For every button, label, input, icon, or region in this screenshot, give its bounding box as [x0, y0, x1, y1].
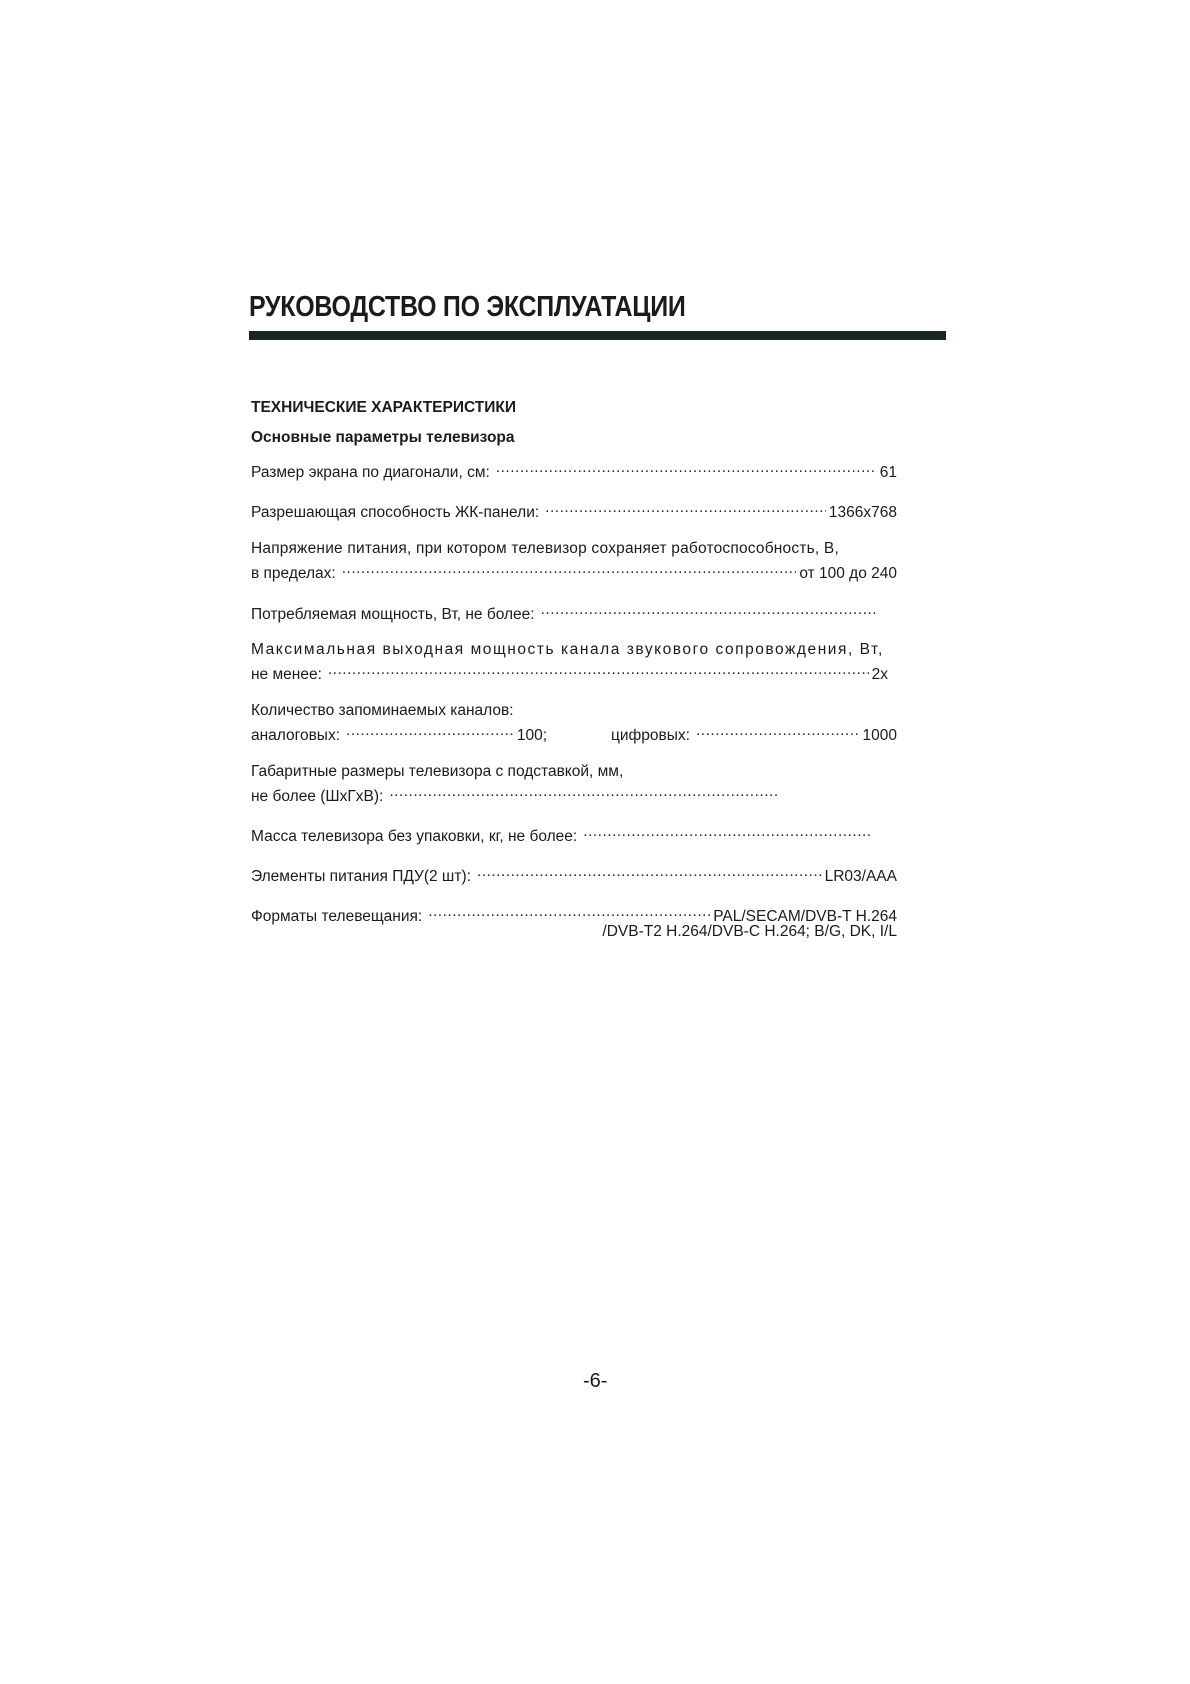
spec-power [251, 601, 878, 621]
dot-leader [545, 499, 826, 517]
spec-value: 1000 [862, 727, 897, 744]
spec-screen-size [251, 459, 897, 479]
dot-leader [342, 560, 797, 578]
sub-heading: Основные параметры телевизора [251, 429, 515, 446]
dot-leader [496, 459, 877, 477]
spec-audio-line1: Максимальная выходная мощность канала звукового сопровождения, Вт, [251, 641, 884, 658]
spec-value: 100; [516, 727, 547, 744]
spec-value: PAL/SECAM/DVB-T H.264 [713, 908, 897, 925]
spec-label: не менее: [251, 666, 322, 683]
spec-label: Размер экрана по диагонали, см: [251, 464, 490, 481]
spec-label: не более (ШхГхВ): [251, 788, 384, 805]
page-number: -6- [583, 1370, 608, 1392]
spec-dimensions-line1: Габаритные размеры телевизора с подставкой, мм, [251, 763, 624, 780]
dot-leader [389, 783, 779, 801]
spec-label: Элементы питания ПДУ(2 шт): [251, 868, 471, 885]
dot-leader [346, 722, 514, 740]
dot-leader [328, 661, 869, 679]
spec-label: аналоговых: [251, 727, 341, 744]
spec-label: в пределах: [251, 565, 336, 582]
dot-leader [428, 903, 710, 921]
spec-label: Разрешающая способность ЖК-панели: [251, 504, 540, 521]
spec-label: цифровых: [611, 727, 690, 744]
spec-value: от 100 до 240 [799, 565, 897, 582]
spec-batteries [251, 863, 897, 883]
spec-channels-digital [611, 722, 897, 742]
spec-label: Масса телевизора без упаковки, кг, не более: [251, 828, 578, 845]
spec-audio [251, 661, 888, 681]
spec-formats-line2: /DVB-T2 H.264/DVB-C H.264; B/G, DK, I/L [602, 923, 897, 940]
spec-label: Форматы телевещания: [251, 908, 423, 925]
page-title: РУКОВОДСТВО ПО ЭКСПЛУАТАЦИИ [249, 291, 686, 323]
dot-leader [696, 722, 860, 740]
dot-leader [541, 601, 875, 619]
section-heading: ТЕХНИЧЕСКИЕ ХАРАКТЕРИСТИКИ [251, 399, 516, 416]
spec-value: 61 [879, 464, 897, 481]
spec-voltage-line1: Напряжение питания, при котором телевизор сохраняет работоспособность, В, [251, 540, 839, 557]
spec-channels-line1: Количество запоминаемых каналов: [251, 702, 514, 719]
spec-label: Потребляемая мощность, Вт, не более: [251, 606, 535, 623]
spec-value: LR03/AAA [824, 868, 897, 885]
spec-value: 2x [871, 666, 888, 683]
spec-voltage [251, 560, 897, 580]
spec-mass [251, 823, 875, 843]
spec-dimensions [251, 783, 782, 803]
spec-value: 1366x768 [828, 504, 897, 521]
dot-leader [583, 823, 872, 841]
spec-resolution [251, 499, 897, 519]
title-rule [249, 331, 946, 340]
dot-leader [477, 863, 822, 881]
spec-channels-analog [251, 722, 547, 742]
spec-formats [251, 903, 897, 923]
